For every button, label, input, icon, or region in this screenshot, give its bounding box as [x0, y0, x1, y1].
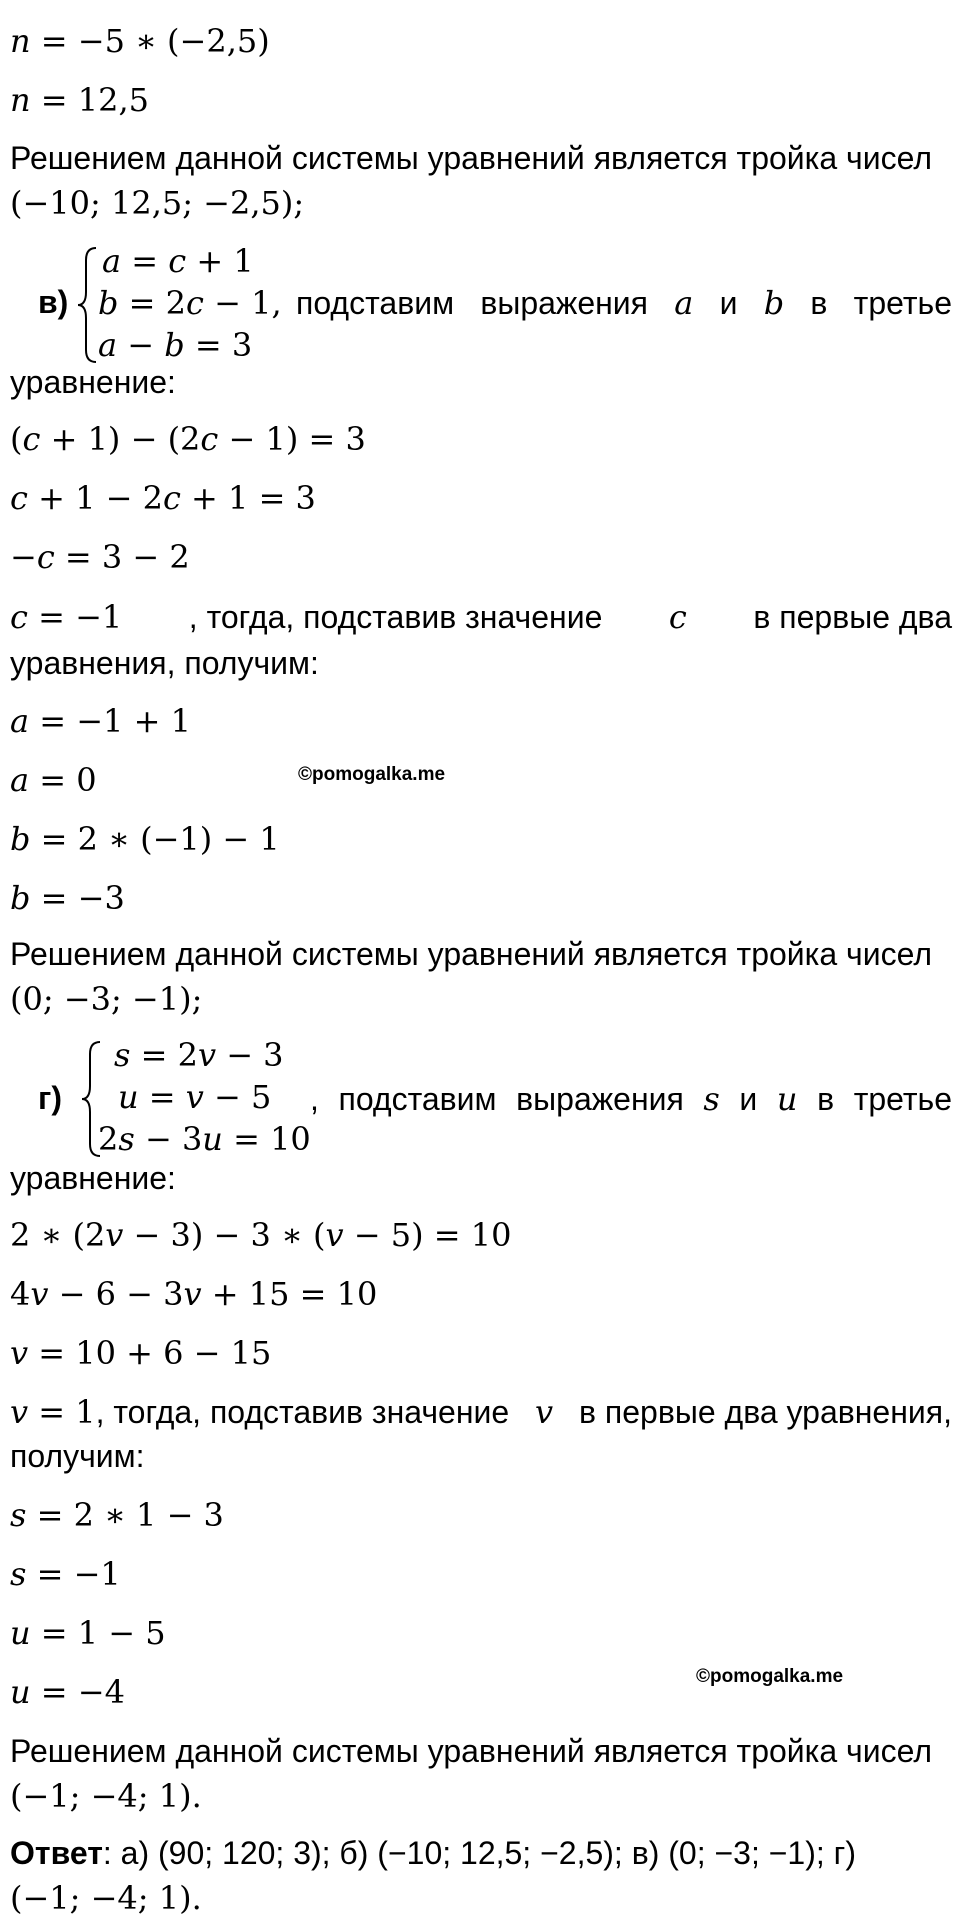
- system-v-label: в): [38, 284, 69, 320]
- equation-b: 𝑏 = 2 ∗ (−1) − 1: [10, 820, 280, 858]
- variable-v: 𝑣: [535, 1393, 554, 1431]
- equation-u: 𝑢 = 1 − 5: [10, 1614, 166, 1652]
- system-v-eq3: 𝑎 − 𝑏 = 3: [98, 326, 253, 364]
- equation-a-result: 𝑎 = 0: [10, 761, 97, 799]
- system-v-eq2: 𝑏 = 2𝑐 − 1,: [98, 284, 282, 322]
- comment-word: выражения: [516, 1081, 684, 1117]
- comment-word: ,: [310, 1081, 319, 1117]
- triple-answer-v: (0; −3; −1);: [10, 980, 203, 1018]
- c-value-comment-end: в первые два: [753, 599, 952, 635]
- comment-word: подставим: [338, 1081, 497, 1117]
- comment-word: третье: [853, 285, 952, 321]
- system-g: [10, 1036, 952, 1162]
- answer-text: : а) (90; 120; 3); б) (−10; 12,5; −2,5); в) (0; −3; −1); г): [102, 1835, 856, 1871]
- comment-word: выражения: [480, 285, 648, 321]
- variable-b: 𝑏: [763, 284, 785, 322]
- system-g-eq2: 𝑢 = 𝑣 − 5: [118, 1078, 272, 1116]
- equation-expanded-g: 4𝑣 − 6 − 3𝑣 + 15 = 10: [10, 1275, 378, 1313]
- v-value: 𝑣 = 1: [10, 1393, 96, 1431]
- equation-b-result: 𝑏 = −3: [10, 879, 125, 917]
- variable-s: 𝑠: [703, 1080, 720, 1118]
- equation-n-result: 𝑛 = 12,5: [10, 81, 150, 119]
- v-value-comment: , тогда, подставив значение: [95, 1394, 510, 1430]
- equation-substitution-g: 2 ∗ (2𝑣 − 3) − 3 ∗ (𝑣 − 5) = 10: [10, 1216, 512, 1254]
- conclusion-text-1: Решением данной системы уравнений является тройка чисел: [10, 140, 932, 176]
- system-v-comment: [296, 284, 952, 322]
- watermark: ©pomogalka.me: [298, 764, 446, 785]
- comment-word: подставим: [296, 285, 455, 321]
- watermark: ©pomogalka.me: [696, 1666, 844, 1687]
- comment-word: в: [817, 1081, 835, 1117]
- equation-n-product: 𝑛 = −5 ∗ (−2,5): [10, 22, 270, 60]
- conclusion-text-3: Решением данной системы уравнений является тройка чисел: [10, 1733, 932, 1769]
- equation-s-result: 𝑠 = −1: [10, 1555, 121, 1593]
- c-value-line: [10, 598, 952, 636]
- system-g-label: г): [38, 1080, 62, 1116]
- answer-label: Ответ: [10, 1835, 103, 1871]
- equation-substitution: (𝑐 + 1) − (2𝑐 − 1) = 3: [10, 420, 366, 458]
- comment-word: и: [719, 285, 738, 321]
- comment-word: в: [810, 285, 828, 321]
- v-value-comment-end: в первые два уравнения,: [579, 1394, 952, 1430]
- triple-answer-b: (−10; 12,5; −2,5);: [10, 184, 305, 222]
- system-v-eq1: 𝑎 = 𝑐 + 1: [102, 242, 254, 280]
- variable-c: 𝑐: [668, 598, 687, 636]
- continuation-text: уравнение:: [10, 364, 176, 400]
- v-value-line: [10, 1393, 952, 1431]
- comment-word: и: [739, 1081, 758, 1117]
- c-value-comment: , тогда, подставив значение: [188, 599, 603, 635]
- triple-answer-g: (−1; −4; 1).: [10, 1777, 202, 1815]
- solution-page: [10, 0, 950, 1931]
- equation-simplified: −𝑐 = 3 − 2: [10, 538, 190, 576]
- system-g-eq1: 𝑠 = 2𝑣 − 3: [114, 1036, 284, 1074]
- c-value: 𝑐 = −1: [10, 598, 123, 636]
- system-g-comment: [310, 1080, 952, 1118]
- equation-expanded: 𝑐 + 1 − 2𝑐 + 1 = 3: [10, 479, 316, 517]
- answer-line: [10, 1835, 856, 1872]
- variable-u: 𝑢: [776, 1080, 798, 1118]
- equation-a: 𝑎 = −1 + 1: [10, 702, 191, 740]
- continuation-text: уравнение:: [10, 1160, 176, 1196]
- variable-a: 𝑎: [674, 284, 694, 322]
- left-brace-icon: [76, 246, 98, 364]
- equation-v: 𝑣 = 10 + 6 − 15: [10, 1334, 272, 1372]
- system-g-eq3: 2𝑠 − 3𝑢 = 10: [98, 1120, 311, 1158]
- continuation-text: получим:: [10, 1438, 145, 1474]
- conclusion-text-2: Решением данной системы уравнений является тройка чисел: [10, 936, 932, 972]
- equation-u-result: 𝑢 = −4: [10, 1673, 125, 1711]
- continuation-text: уравнения, получим:: [10, 645, 319, 681]
- system-v: [10, 242, 952, 368]
- answer-continuation: (−1; −4; 1).: [10, 1879, 202, 1917]
- comment-word: третье: [853, 1081, 952, 1117]
- equation-s: 𝑠 = 2 ∗ 1 − 3: [10, 1496, 224, 1534]
